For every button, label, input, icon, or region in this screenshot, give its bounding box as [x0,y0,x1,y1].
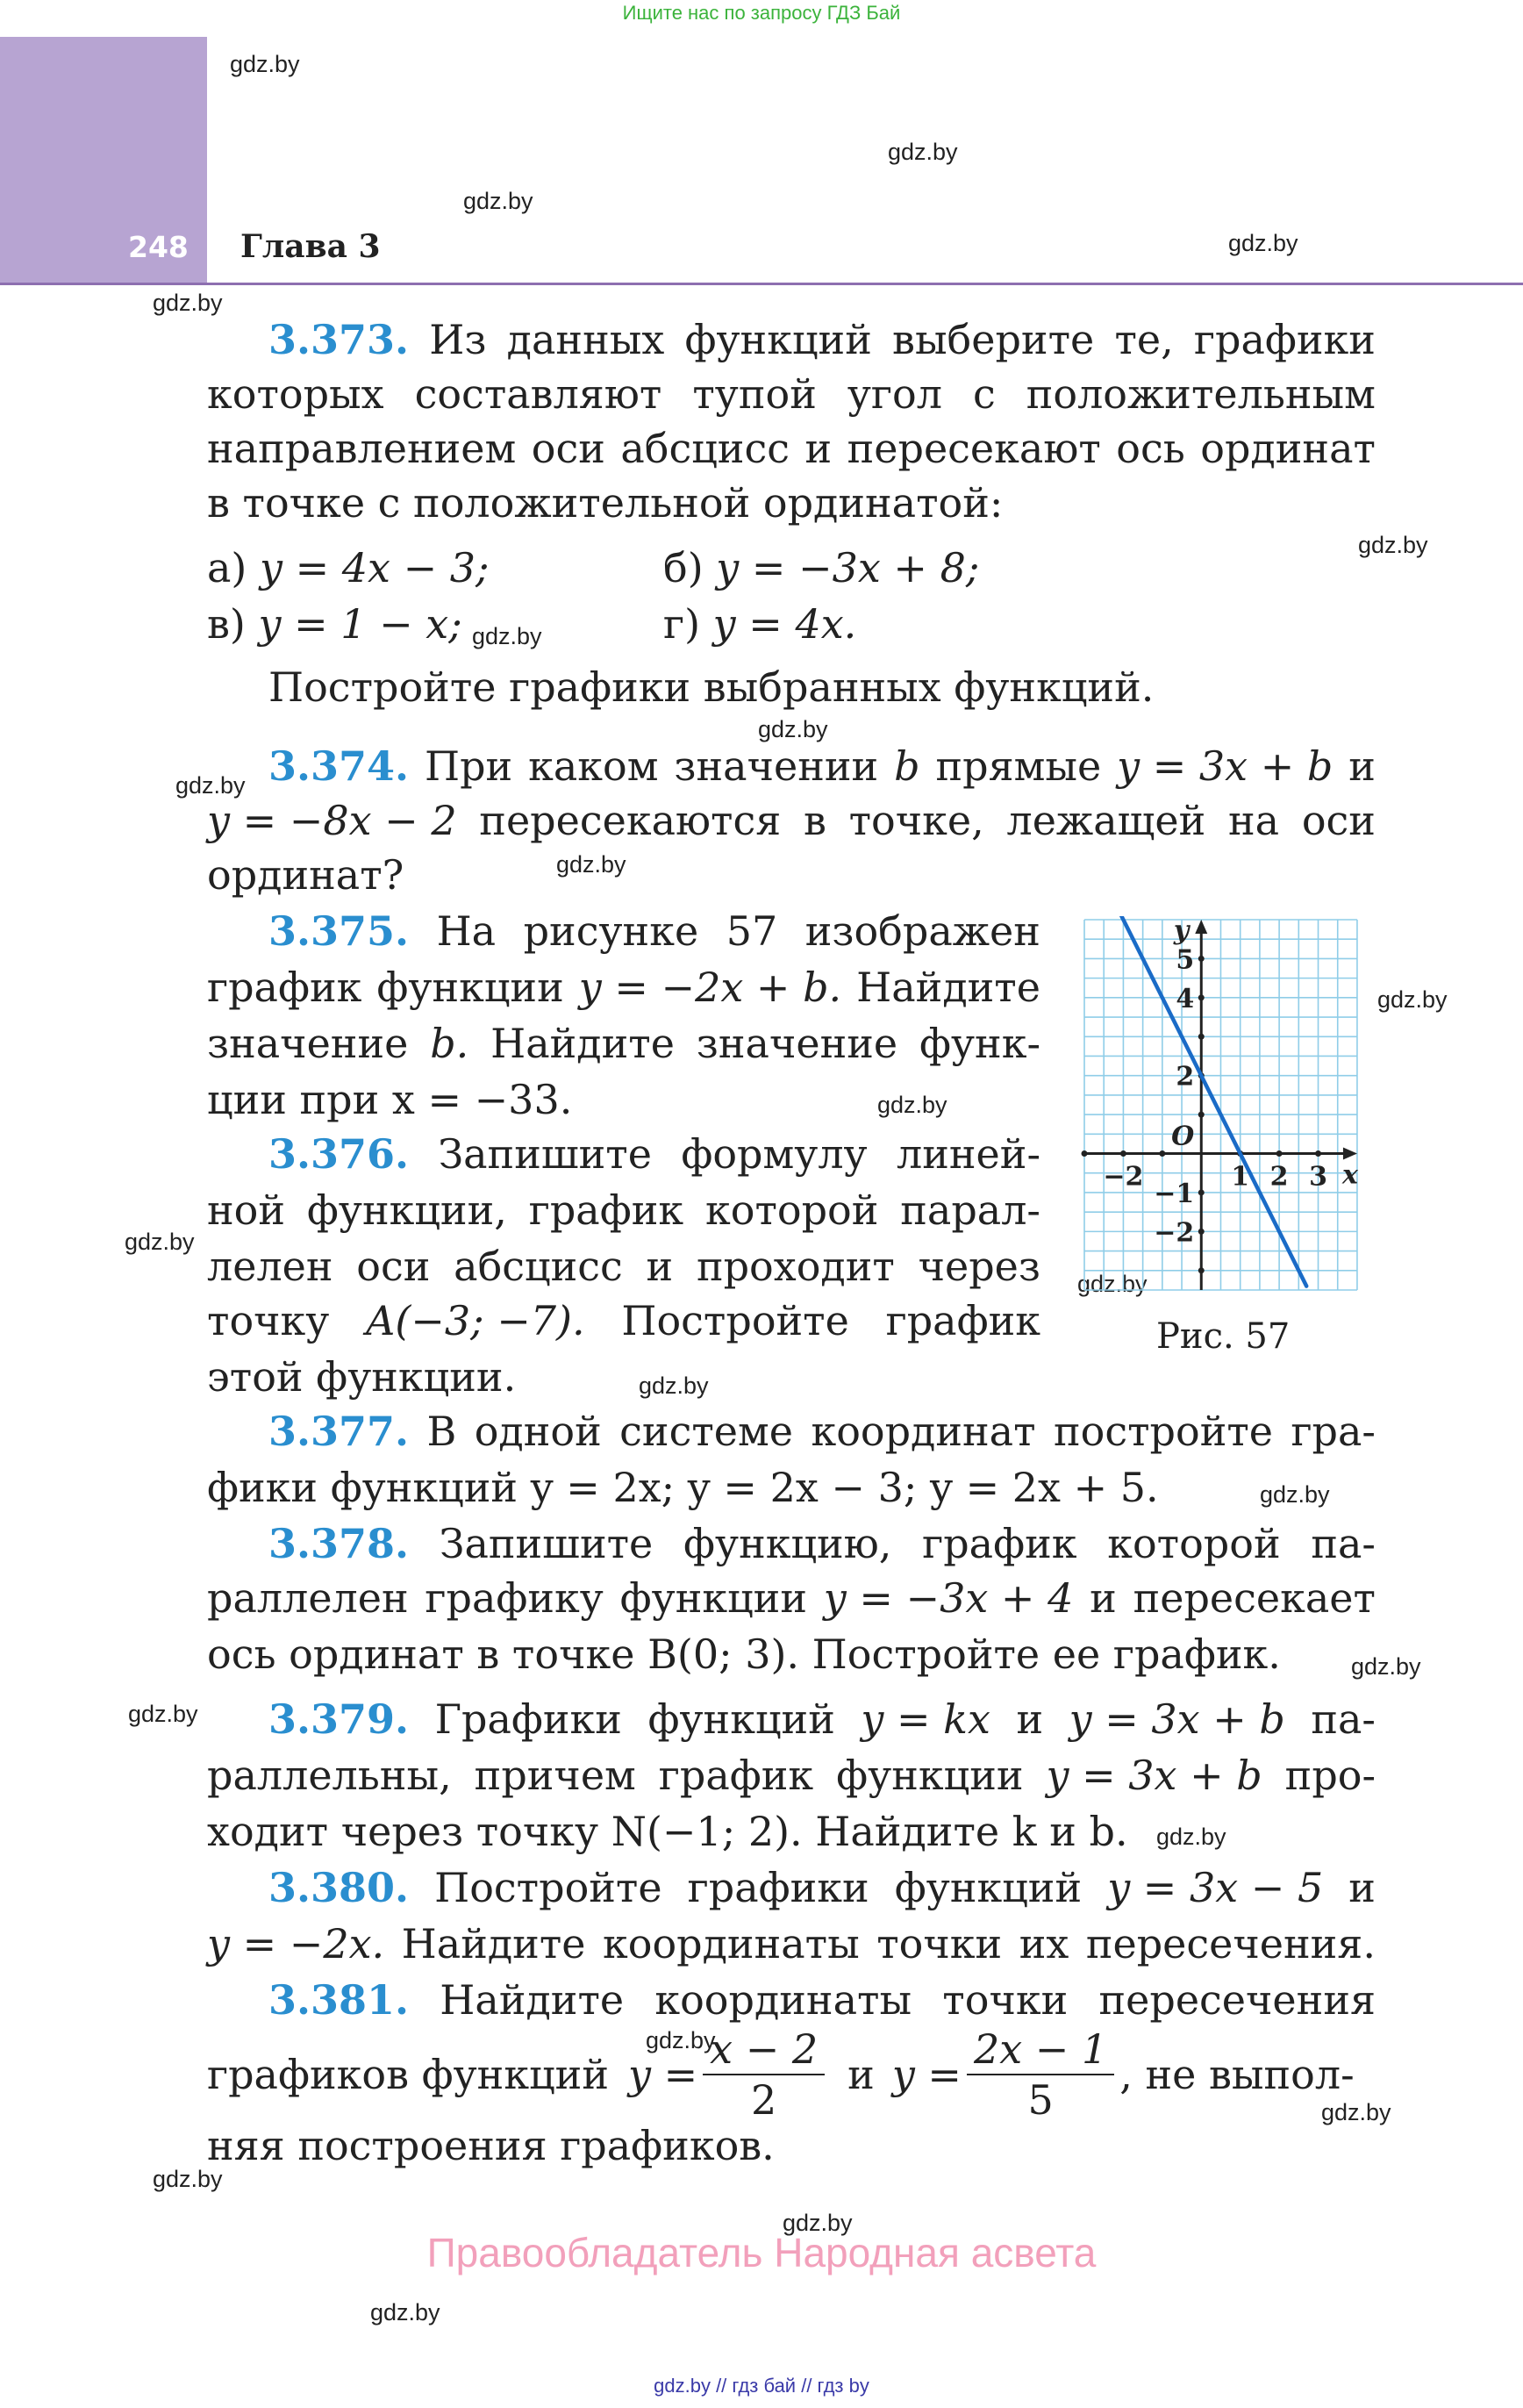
problem-375-line-2 [207,960,1040,1014]
problem-number: 3.379. [268,1695,410,1743]
y-tick-label: 2 [1176,1061,1195,1093]
problem-number: 3.377. [268,1408,410,1455]
y-tick-label: 4 [1176,983,1195,1014]
x-tick-label: −2 [1103,1161,1144,1193]
word: в [804,797,826,844]
problem-373-line-3 [207,421,1376,476]
watermark: gdz.by [1260,1481,1330,1508]
word: график [885,1297,1040,1344]
x-axis-arrow [1343,1148,1357,1160]
problem-381-line-2 [207,2025,1355,2124]
y-tick [1198,1034,1205,1040]
word: и [804,425,833,472]
word: абсцисс [620,425,790,472]
word: функцию, [683,1520,892,1567]
option-d [663,597,856,651]
problem-373-instruction: Постройте графики выбранных функций. [268,663,1155,711]
word: пересекают [847,425,1101,472]
formula-lhs: y = [891,2051,962,2098]
word: выберите [892,316,1095,363]
formula: y = 3x + b [1046,1752,1262,1799]
fraction-numerator: x − 2 [703,2028,825,2075]
word: пересекаются [479,797,782,844]
word: те, [1114,316,1174,363]
word: На [436,907,497,955]
word: парал- [900,1186,1040,1234]
problem-number: 3.378. [268,1520,410,1567]
problem-376-line-3 [207,1239,1040,1294]
problem-376-line-4 [207,1294,1040,1348]
problem-378-line-3: ось ординат в точке B(0; 3). Постройте ее график. [207,1630,1281,1678]
word: которой [705,1186,879,1234]
problem-378-line-1 [268,1516,1376,1571]
point: A(−3; −7). [366,1297,585,1344]
watermark: gdz.by [1228,230,1298,256]
word: Постройте [434,1864,662,1911]
problem-375-line-1 [268,904,1040,958]
word: пересечения [1098,1976,1376,2024]
word: раллельны, [207,1752,452,1799]
watermark: gdz.by [888,139,958,165]
option-a [207,541,490,595]
problem-373-line-4: в точке с положительной ординатой: [207,479,1004,527]
word: на [1228,797,1280,844]
y-tick [1198,994,1205,1000]
watermark: gdz.by [1358,532,1428,558]
word: 57 [726,907,778,955]
fraction-denominator: 5 [1027,2076,1054,2124]
word: формулу [681,1130,868,1178]
word: и [1090,1574,1117,1622]
watermark: gdz.by [128,1701,198,1727]
word: па- [1311,1695,1376,1743]
option-label: в) [207,600,246,648]
word: ной [207,1186,286,1234]
word: Найдите [856,964,1040,1011]
word: па- [1311,1520,1376,1567]
word: направлением [207,425,517,472]
chapter-title: Глава 3 [240,228,381,265]
word: их [1019,1920,1069,1967]
problem-380-line-2 [207,1917,1376,1971]
x-tick [1315,1150,1321,1157]
origin-label: O [1171,1121,1195,1152]
word: которой [1107,1520,1281,1567]
option-formula: y = 4x − 3; [260,544,490,591]
word: и [1348,742,1376,790]
word: прямые [935,742,1102,790]
page-number: 248 [128,230,189,264]
tick-labels [1103,916,1359,1248]
top-banner[interactable]: Ищите нас по запросу ГДЗ Бай [622,2,901,24]
x-axis-label: x [1342,1159,1358,1191]
word: пересекает [1133,1574,1376,1622]
y-tick [1198,1229,1205,1235]
fraction-2 [967,2025,1114,2124]
word: график [922,1520,1077,1567]
problem-379-line-1 [268,1692,1376,1746]
word: причем [474,1752,636,1799]
option-formula: y = 1 − x; [258,600,462,648]
x-tick [1120,1150,1126,1157]
formula: y = kx [861,1695,990,1743]
grid [1084,920,1357,1290]
problem-374-line-1 [268,739,1376,793]
x-tick [1082,1150,1088,1157]
option-label: а) [207,544,247,591]
y-tick-label: −2 [1154,1217,1195,1249]
watermark: gdz.by [463,188,533,214]
watermark: gdz.by [1077,1271,1148,1297]
word: точки [876,1920,1003,1967]
word: абсцисс [454,1243,623,1290]
problem-375-line-4: ции при x = −33. [207,1076,573,1123]
word: значение [207,1020,409,1067]
problem-number: 3.374. [268,742,410,790]
figure-57 [1081,916,1379,1294]
word: оси [531,425,605,472]
word: угол [847,370,942,418]
problem-379-line-2 [207,1748,1376,1802]
problem-376-line-5: этой функции. [207,1353,517,1401]
watermark: gdz.by [153,290,223,316]
watermark: gdz.by [646,2027,716,2053]
rights-holder-notice: Правообладатель Народная асвета [426,2230,1097,2275]
word: тупой [692,370,817,418]
word: через [918,1243,1040,1290]
watermark: gdz.by [153,2166,223,2192]
x-tick-label: 2 [1269,1161,1289,1193]
formula: y = 3x + b [1117,742,1334,790]
problem-number: 3.380. [268,1864,410,1911]
header-divider [0,283,1523,285]
watermark: gdz.by [1156,1824,1226,1850]
word: и [1348,1864,1376,1911]
word: линей- [897,1130,1040,1178]
y-tick [1198,1112,1205,1118]
word: координат [811,1408,1036,1455]
fraction-1 [703,2025,825,2124]
word: В [426,1408,457,1455]
word: системе [619,1408,794,1455]
word: составляют [414,370,662,418]
word: функции [836,1752,1024,1799]
formula-lhs: y = [627,2051,698,2098]
word: оси [356,1243,431,1290]
option-label: г) [663,600,701,648]
watermark: gdz.by [175,772,246,799]
word: точки [942,1976,1069,2024]
x-tick-label: 1 [1231,1161,1250,1193]
problem-375-line-3 [207,1016,1040,1071]
word: раллелен [207,1574,409,1622]
word: b [894,742,920,790]
problem-374-line-3: ординат? [207,851,404,899]
problem-number: 3.376. [268,1130,410,1178]
problem-381-line-1 [268,1973,1376,2027]
watermark: gdz.by [783,2210,853,2236]
watermark: gdz.by [877,1092,947,1118]
watermark: gdz.by [1351,1653,1421,1680]
option-formula: y = −3x + 8; [716,544,980,591]
problem-374-line-2 [207,793,1376,848]
word: точке, [848,797,984,844]
word: положительным [1026,370,1376,418]
word: функ- [919,1020,1040,1067]
word: Запишите [439,1520,654,1567]
linear-function-graph [1081,916,1379,1294]
watermark: gdz.by [370,2299,440,2326]
word: и [646,1243,674,1290]
word: графику [425,1574,604,1622]
word: изображен [804,907,1040,955]
x-tick [1276,1150,1283,1157]
problem-379-line-3: ходит через точку N(−1; 2). Найдите k и b. [207,1808,1128,1855]
word: При [424,742,513,790]
formula: y = 3x + b [1069,1695,1285,1743]
word: график [528,1186,684,1234]
problem-373-line-2 [207,367,1376,421]
word: график [658,1752,814,1799]
watermark: gdz.by [472,623,542,649]
watermark: gdz.by [1321,2099,1391,2125]
word: функции, [306,1186,507,1234]
option-b [663,541,979,595]
word: лелен [207,1243,333,1290]
watermark: gdz.by [230,51,300,77]
series [1112,916,1306,1286]
word: ось [1116,425,1185,472]
word: координаты [603,1920,860,1967]
word: Найдите [440,1976,625,2024]
problem-377-line-1 [268,1404,1376,1458]
word: гра- [1291,1408,1376,1455]
fraction-denominator: 2 [751,2076,777,2124]
x-tick [1159,1150,1165,1157]
word: b. [430,1020,469,1067]
word: данных [506,316,665,363]
word: про- [1284,1752,1376,1799]
y-tick-label: −1 [1154,1178,1195,1209]
formula: y = 3x − 5 [1107,1864,1324,1911]
y-axis-arrow [1195,920,1207,934]
problem-377-line-2: фики функций y = 2x; y = 2x − 3; y = 2x + 5. [207,1464,1159,1511]
problem-376-line-2 [207,1183,1040,1237]
word: рисунке [523,907,699,955]
problem-378-line-2 [207,1571,1376,1625]
word: функций [684,316,872,363]
word: ординат [1200,425,1376,472]
word: Найдите [401,1920,586,1967]
word: функции [619,1574,808,1622]
word: Найдите [490,1020,675,1067]
text: графиков функций [207,2051,609,2098]
word: графики [1193,316,1376,363]
y-tick [1198,1267,1205,1273]
word: функций [647,1695,835,1743]
word: пересечения. [1085,1920,1376,1967]
formula: y = −2x. [207,1920,385,1967]
watermark: gdz.by [1377,986,1448,1013]
watermark: gdz.by [639,1372,709,1399]
word: с [972,370,996,418]
word: Запишите [438,1130,652,1178]
option-label: б) [663,544,704,591]
problem-373-line-1 [268,312,1376,367]
problem-381-line-3: няя построения графиков. [207,2122,775,2169]
x-tick-label: 3 [1309,1161,1327,1193]
option-formula: y = 4x. [712,600,857,648]
option-c [207,597,462,651]
word: постройте [1053,1408,1274,1455]
problem-380-line-1 [268,1860,1376,1915]
word: одной [474,1408,602,1455]
word: функций [894,1864,1083,1911]
figure-caption: Рис. 57 [1156,1316,1291,1357]
word: функции [376,964,564,1011]
word: Графики [434,1695,622,1743]
word: Из [429,316,487,363]
word: и [1016,1695,1044,1743]
footer-links[interactable]: gdz.by // гдз бай // гдз by [654,2375,869,2397]
word: которых [207,370,384,418]
problem-number: 3.375. [268,907,410,955]
y-tick-label: 5 [1176,944,1195,976]
y-axis-label: y [1173,916,1190,946]
word: точку [207,1297,330,1344]
problem-number: 3.381. [268,1976,410,2024]
formula: y = −2x + b. [578,964,842,1011]
word: значении [674,742,879,790]
formula: y = −8x − 2 [207,797,457,844]
word: каком [528,742,659,790]
word: графики [687,1864,869,1911]
word: Постройте [621,1297,849,1344]
problem-376-line-1 [268,1127,1040,1181]
word: проходит [696,1243,895,1290]
fraction-numerator: 2x − 1 [967,2028,1114,2075]
y-tick [1198,1189,1205,1195]
word: значение [696,1020,898,1067]
text: и [847,2051,875,2098]
y-tick [1198,956,1205,962]
watermark: gdz.by [758,716,828,742]
word: координаты [654,1976,912,2024]
word: лежащей [1006,797,1206,844]
word: график [207,964,362,1011]
word: оси [1301,797,1376,844]
problem-number: 3.373. [268,316,410,363]
text: , не выпол- [1119,2051,1355,2098]
formula: y = −3x + 4 [823,1574,1074,1622]
function-line [1112,916,1306,1286]
watermark: gdz.by [125,1229,195,1255]
watermark: gdz.by [556,851,626,878]
